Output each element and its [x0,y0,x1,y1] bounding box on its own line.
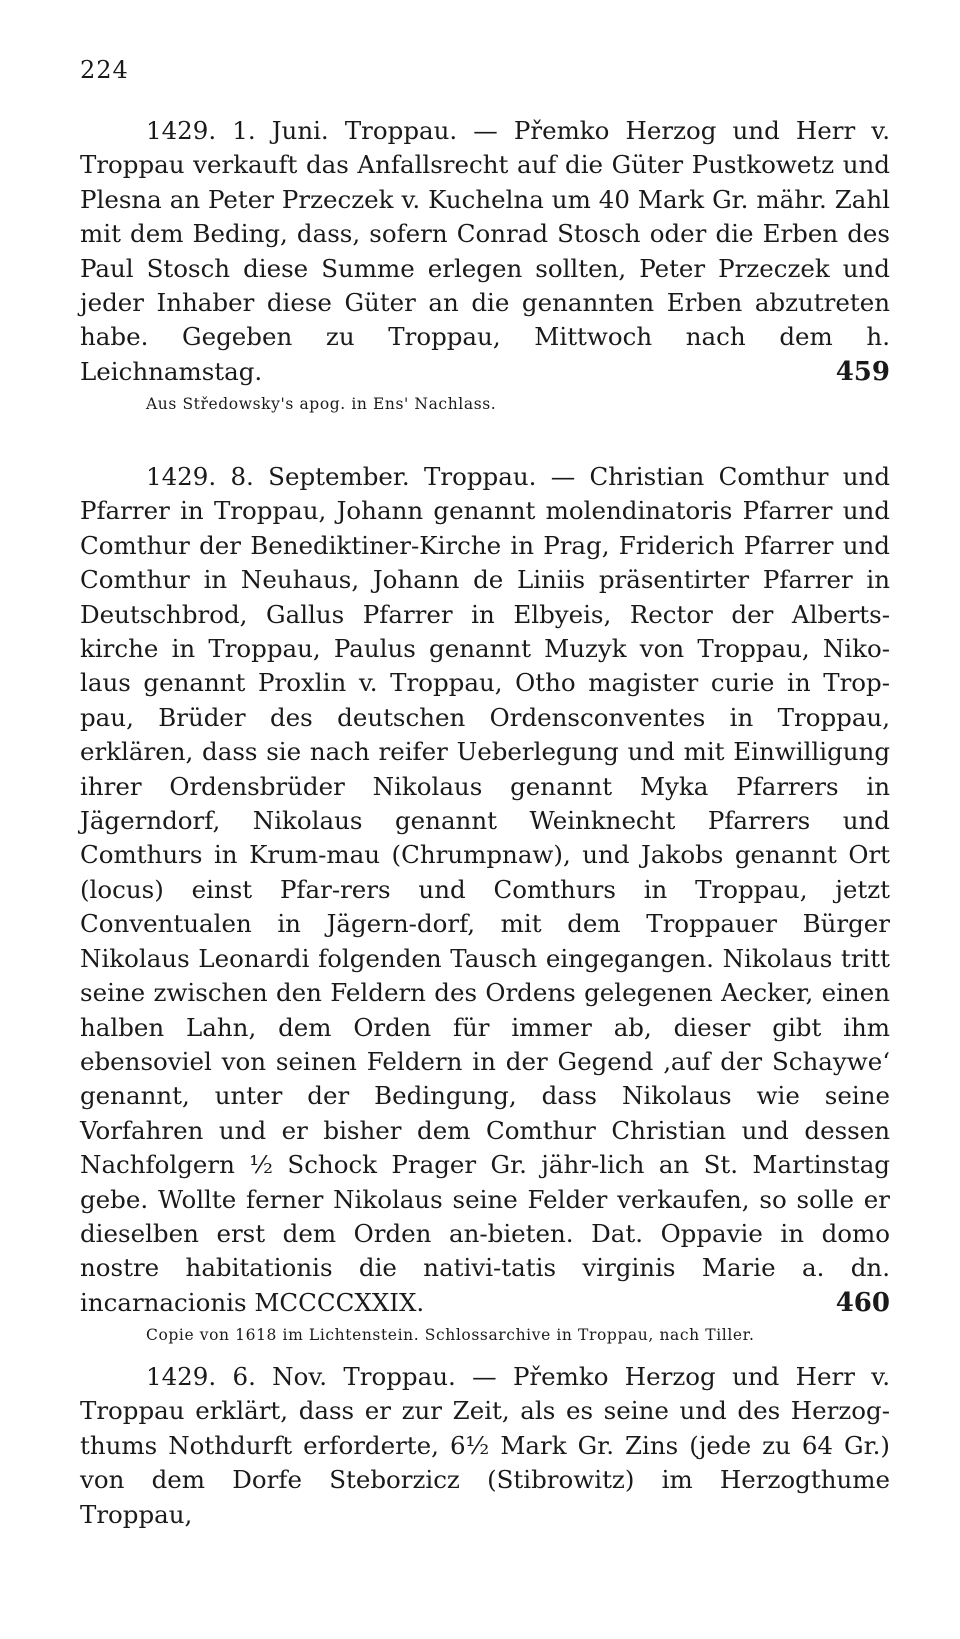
entry-text [80,1360,890,1532]
entry-461-start [80,1360,890,1532]
entry-text [80,114,890,389]
entry-460 [80,460,890,1344]
entry-text [80,460,890,1320]
entry-459 [80,114,890,413]
entry-body: 1429. 8. September. Troppau. — Christian Comthur und Pfarrer in Troppau, Johann genannt molendinatoris Pfarrer und Comthur der Benediktiner-Kirche in Prag, Friderich Pfarrer und Comthur in Neuhaus, Johann de Liniis präsentirter Pfarrer in Deutschbrod, Gallus Pfarrer in Elbyeis, Rector der Alberts-kirche in Troppau, Paulus genannt Muzyk von Troppau, Niko-laus genannt Proxlin v. Troppau, Otho magister curie in Trop-pau, Brüder des deutschen Ordensconventes in Troppau, erklären, dass sie nach reifer Ueberlegung und mit Einwilligung ihrer Ordensbrüder Nikolaus genannt Myka Pfarrers in Jägerndorf, Nikolaus genannt Weinknecht Pfarrers und Comthurs in Krum-mau (Chrumpnaw), und Jakobs genannt Ort (locus) einst Pfar-rers und Comthurs in Troppau, jetzt Conventualen in Jägern-dorf, mit dem Troppauer Bürger Nikolaus Leonardi folgenden Tausch eingegangen. Nikolaus tritt seine zwischen den Feldern des Ordens gelegenen Aecker, einen halben Lahn, dem Orden für immer ab, dieser gibt ihm ebensoviel von seinen Feldern in der Gegend ‚auf der Schaywe‘ genannt, unter der Bedingung, dass Nikolaus wie seine Vorfahren und er bisher dem Comthur Christian und dessen Nachfolgern ½ Schock Prager Gr. jähr-lich an St. Martinstag gebe. Wollte ferner Nikolaus seine Felder verkaufen, so solle er dieselben erst dem Orden an-bieten. Dat. Oppavie in domo nostre habitationis die nativi-tatis virginis Marie a. dn. incarnacionis MCCCCXXIX. [80,462,890,1317]
entry-body: 1429. 1. Juni. Troppau. — Přemko Herzog und Herr v. Troppau verkauft das Anfallsrecht auf die Güter Pustkowetz und Plesna an Peter Przeczek v. Kuchelna um 40 Mark Gr. mähr. Zahl mit dem Beding, dass, sofern Conrad Stosch oder die Erben des Paul Stosch diese Summe erlegen sollten, Peter Przeczek und jeder Inhaber diese Güter an die genannten Erben abzutreten habe. Gegeben zu Troppau, Mittwoch nach dem h. Leichnamstag. [80,116,890,386]
source-note: Copie von 1618 im Lichtenstein. Schlossarchive in Troppau, nach Tiller. [146,1326,755,1345]
entry-body: 1429. 6. Nov. Troppau. — Přemko Herzog und Herr v. Troppau erklärt, dass er zur Zeit, als es seine und des Herzog-thums Nothdurft erforderte, 6½ Mark Gr. Zins (jede zu 64 Gr.) von dem Dorfe Steborzicz (Stibrowitz) im Herzogthume Troppau, [80,1362,890,1529]
page-number: 224 [80,56,129,84]
document-number: 460 [835,1287,890,1318]
document-number: 459 [835,356,890,387]
source-note: Aus Středowsky's apog. in Ens' Nachlass. [146,395,497,414]
